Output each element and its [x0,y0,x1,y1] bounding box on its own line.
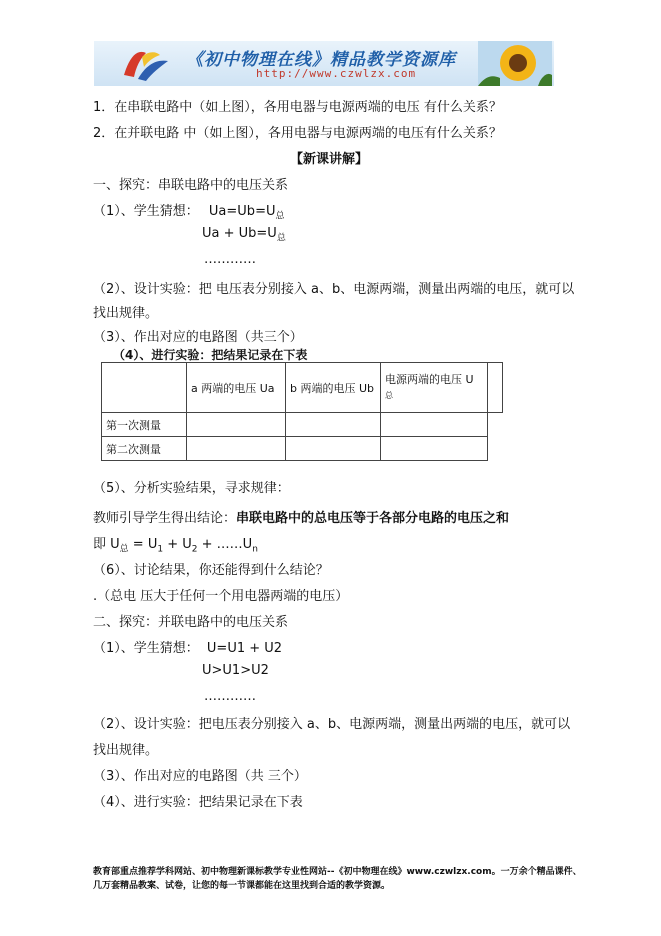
conclusion-bold: 串联电路中的总电压等于各部分电路的电压之和 [236,511,510,526]
part1-guess-1: Ua=Ub=U [208,204,276,219]
part1-formula [93,533,258,555]
section-heading: 【新课讲解】 [290,152,369,167]
table-cell[interactable] [286,437,381,461]
part2-guess-row [93,637,282,656]
table-row-label: 第二次测量 [102,437,187,461]
formula-sub-n: n [252,544,258,555]
formula-eq: = U [128,537,158,552]
review-question-2: 2．在并联电路 中（如上图），各用电器与电源两端的电压有什么关系？ [93,126,502,141]
table-header-ua: a 两端的电压 Ua [187,363,286,413]
formula-prefix: 即 U [93,537,120,552]
part1-design-line2: 找出规律。 [93,306,159,321]
part1-design-line1: （2）、设计实验：把 电压表分别接入 a、b、电源两端，测量出两端的电压，就可以 [93,282,575,297]
part2-design-line2: 找出规律。 [93,743,159,758]
banner-url[interactable]: http://www.czwlzx.com [256,67,417,80]
formula-sub-1: 1 [157,544,164,555]
part1-guess-2-row [202,226,286,244]
review-question-1: 1．在串联电路中（如上图），各用电器与电源两端的电压 有什么关系？ [93,100,502,115]
table-header-total-text: 电源两端的电压 U [385,372,474,386]
part2-design-line1: （2）、设计实验：把电压表分别接入 a、b、电源两端，测量出两端的电压，就可以 [93,717,571,732]
part2-experiment: （4）、进行实验：把结果记录在下表 [93,795,303,810]
formula-plus: + U [163,537,192,552]
part1-guess-1-sub: 总 [275,211,285,222]
table-cell[interactable] [286,413,381,437]
conclusion-prefix: 教师引导学生得出结论： [93,511,237,526]
table-cell[interactable] [381,437,488,461]
table-extra-cell [488,363,503,413]
part1-conclusion [93,507,509,526]
formula-sub-total: 总 [119,544,129,555]
part1-analyze: （5）、分析实验结果，寻求规律： [93,481,290,496]
table-cell[interactable] [187,413,286,437]
footer-line-1: 教育部重点推荐学科网站、初中物理新课标教学专业性网站--《初中物理在线》www.czwlzx.com。一万余个精品课件、 [93,867,582,877]
table-cell[interactable] [381,413,488,437]
banner-title: 《初中物理在线》精品教学资源库 [186,50,456,70]
part1-guess-label: （1）、学生猜想： [93,204,199,219]
table-header-ub: b 两端的电压 Ub [286,363,381,413]
part1-guess-2-sub: 总 [276,233,286,244]
part1-dots: ………… [204,252,256,267]
table-corner-cell [102,363,187,413]
table-cell-blank [488,437,503,461]
table-header-total [381,363,488,413]
part2-title: 二、探究：并联电路中的电压关系 [93,615,289,630]
part1-experiment: （4）、进行实验：把结果记录在下表 [113,348,308,362]
record-table [101,362,503,461]
part2-guess-label: （1）、学生猜想： [93,641,199,656]
part2-guess-1: U=U1 + U2 [206,641,283,656]
part1-discuss-answer: .（总电 压大于任何一个用电器两端的电压） [93,589,349,604]
part1-title: 一、探究：串联电路中的电压关系 [93,178,289,193]
header-banner [94,41,554,86]
part1-guess-2: Ua + Ub=U [202,226,277,241]
part2-diagram: （3）、作出对应的电路图（共 三个） [93,769,307,784]
table-header-total-sub: 总 [385,390,393,400]
formula-sub-2: 2 [191,544,198,555]
part2-guess-2: U>U1>U2 [202,663,269,678]
sunflower-icon [478,41,552,86]
table-row-label: 第一次测量 [102,413,187,437]
part2-dots: ………… [204,689,256,704]
formula-rest: + ……U [197,537,253,552]
table-cell[interactable] [187,437,286,461]
part1-discuss: （6）、讨论结果，你还能得到什么结论？ [93,563,329,578]
footer-line-2: 几万套精品教案、试卷，让您的每一节课都能在这里找到合适的教学资源。 [93,881,391,891]
part1-diagram: （3）、作出对应的电路图（共三个） [93,330,303,345]
site-logo-icon [120,45,172,83]
table-cell-blank [488,413,503,437]
part1-guess-row [93,200,285,222]
